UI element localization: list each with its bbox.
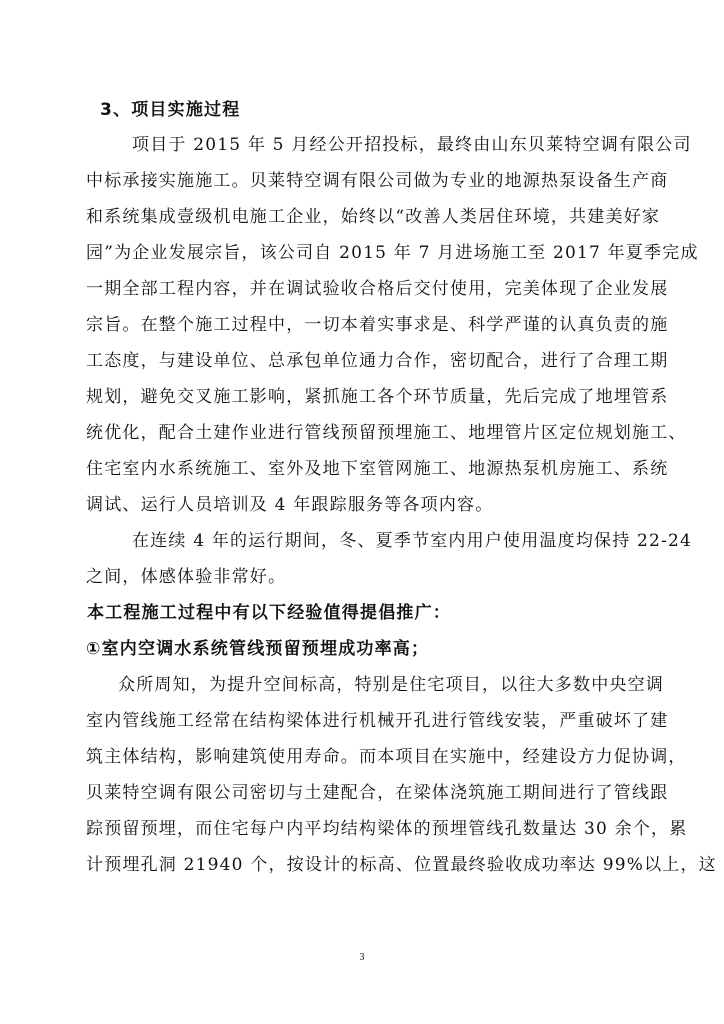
page-number: 3 xyxy=(359,952,365,963)
paragraph-1-line: 一期全部工程内容，并在调试验收合格后交付使用，完美体现了企业发展 xyxy=(86,279,669,299)
paragraph-3-line: 室内管线施工经常在结构梁体进行机械开孔进行管线安装，严重破坏了建 xyxy=(86,711,669,731)
paragraph-2-line: 在连续 4 年的运行期间，冬、夏季节室内用户使用温度均保持 22-24 xyxy=(132,531,693,551)
paragraph-1-line: 中标承接实施施工。贝莱特空调有限公司做为专业的地源热泵设备生产商 xyxy=(86,171,669,191)
sub-heading-1: ①室内空调水系统管线预留预埋成功率高； xyxy=(86,639,430,659)
paragraph-1-line: 调试、运行人员培训及 4 年跟踪服务等各项内容。 xyxy=(86,495,494,515)
paragraph-1-line: 工态度，与建设单位、总承包单位通力合作，密切配合，进行了合理工期 xyxy=(86,351,669,371)
paragraph-1-line: 统优化，配合土建作业进行管线预留预埋施工、地埋管片区定位规划施工、 xyxy=(86,423,687,443)
paragraph-3-line: 踪预留预埋，而住宅每户内平均结构梁体的预埋管线孔数量达 30 余个，累 xyxy=(86,819,688,839)
section-heading: 3、项目实施过程 xyxy=(100,100,241,120)
paragraph-1-line: 宗旨。在整个施工过程中，一切本着实事求是、科学严谨的认真负责的施 xyxy=(86,315,669,335)
paragraph-3-line: 计预埋孔洞 21940 个，按设计的标高、位置最终验收成功率达 99%以上，这 xyxy=(86,855,717,875)
paragraph-3-line: 筑主体结构，影响建筑使用寿命。而本项目在实施中，经建设方力促协调， xyxy=(86,747,687,767)
paragraph-1-line: 住宅室内水系统施工、室外及地下室管网施工、地源热泵机房施工、系统 xyxy=(86,459,669,479)
paragraph-1-line: 和系统集成壹级机电施工企业，始终以“改善人类居住环境，共建美好家 xyxy=(86,207,661,227)
paragraph-2-line: 之间，体感体验非常好。 xyxy=(86,567,287,587)
paragraph-1-line: 园”为企业发展宗旨，该公司自 2015 年 7 月进场施工至 2017 年夏季完成 xyxy=(86,243,699,263)
experience-heading: 本工程施工过程中有以下经验值得提倡推广： xyxy=(87,603,451,623)
paragraph-3-line: 贝莱特空调有限公司密切与土建配合，在梁体浇筑施工期间进行了管线跟 xyxy=(86,783,669,803)
paragraph-1-line: 项目于 2015 年 5 月经公开招投标，最终由山东贝莱特空调有限公司 xyxy=(132,135,692,155)
paragraph-1-line: 规划，避免交叉施工影响，紧抓施工各个环节质量，先后完成了地埋管系 xyxy=(86,387,669,407)
paragraph-3-line: 众所周知，为提升空间标高，特别是住宅项目，以往大多数中央空调 xyxy=(118,675,664,695)
